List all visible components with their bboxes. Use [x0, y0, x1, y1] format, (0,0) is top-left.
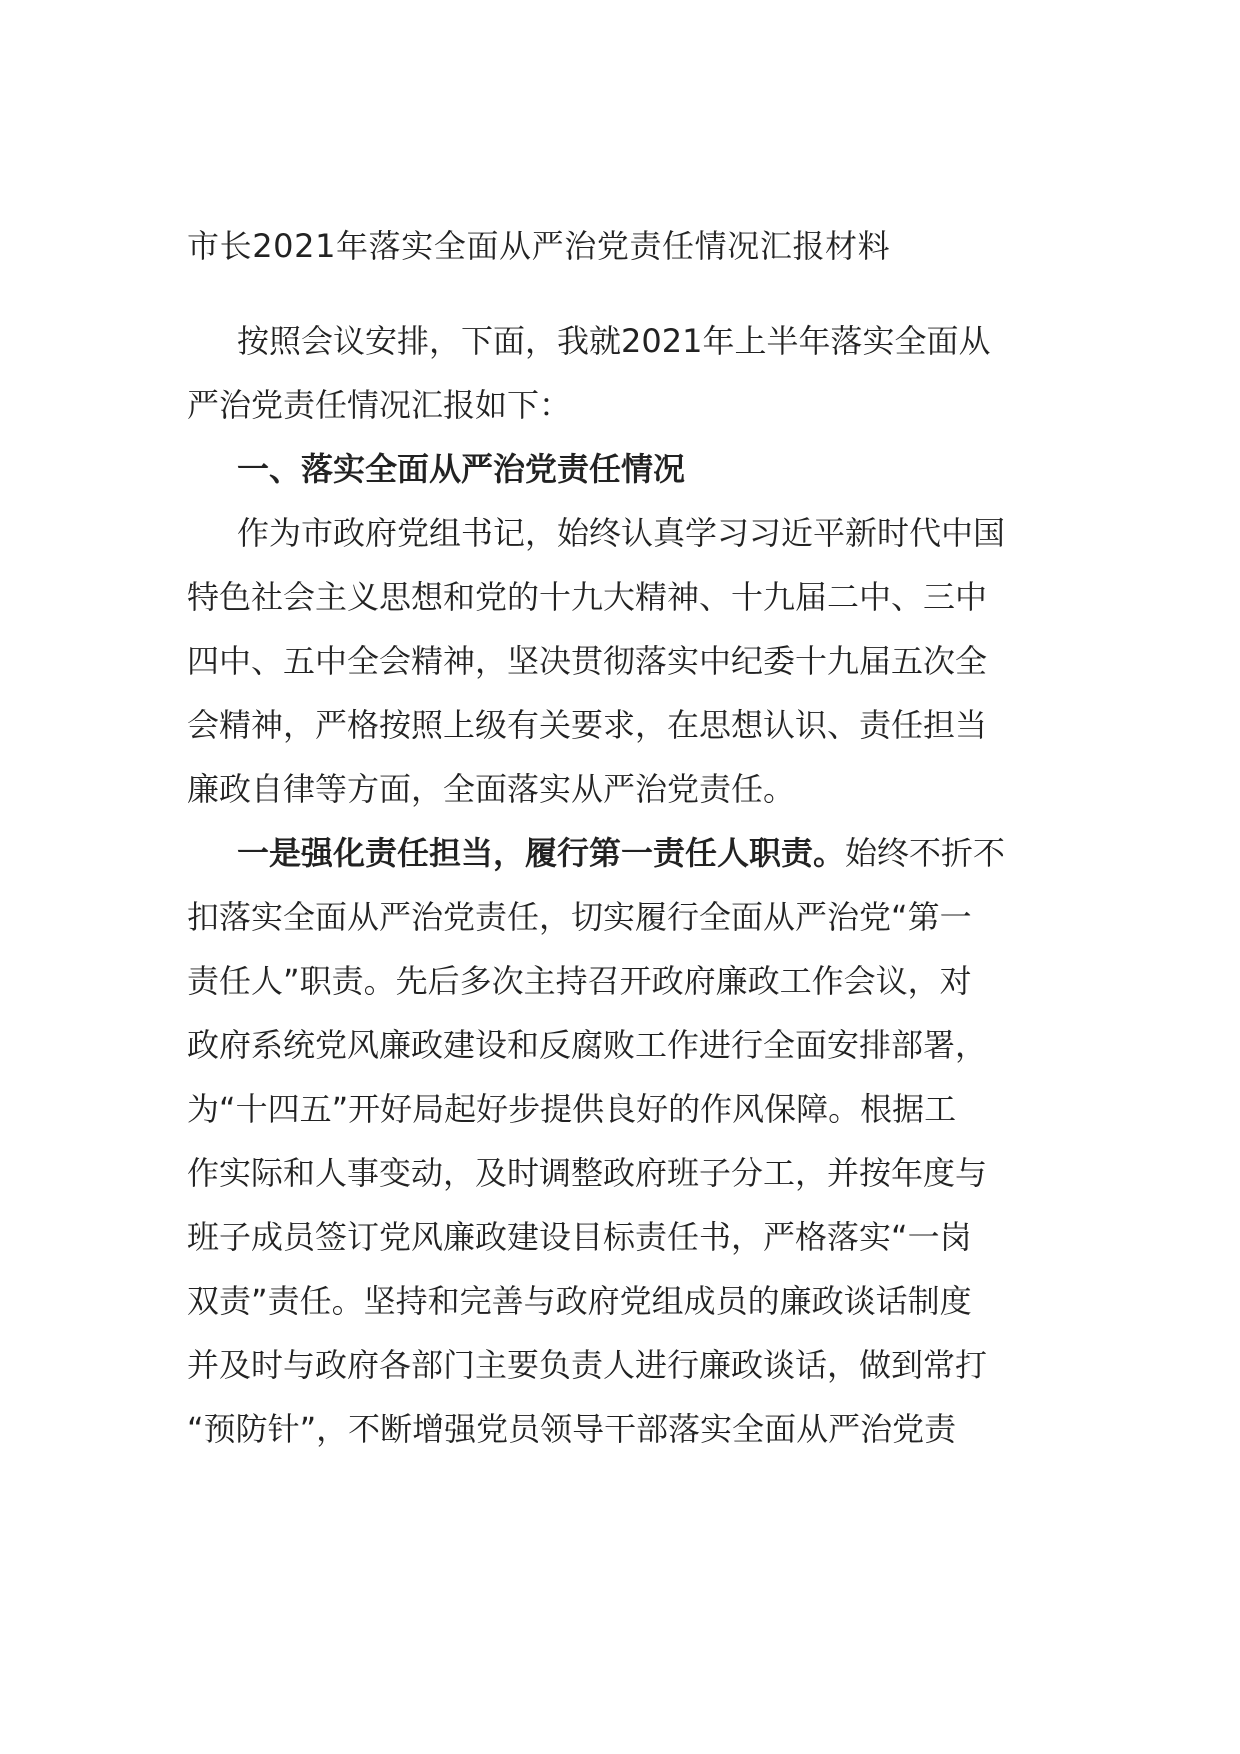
paragraph-body-line: 政府系统党风廉政建设和反腐败工作进行全面安排部署， — [187, 1026, 988, 1064]
paragraph-intro-line-1: 按照会议安排，下面，我就2021年上半年落实全面从 — [237, 322, 991, 360]
paragraph-intro-line-2: 严治党责任情况汇报如下： — [187, 386, 572, 424]
paragraph-body-line: 作实际和人事变动，及时调整政府班子分工，并按年度与 — [187, 1154, 988, 1192]
paragraph-body-line: 特色社会主义思想和党的十九大精神、十九届二中、三中 — [187, 578, 988, 616]
section-heading: 一、落实全面从严治党责任情况 — [237, 450, 686, 488]
paragraph-point-line-1 — [187, 821, 1055, 885]
document-body — [187, 309, 1055, 1461]
paragraph-body-line: 责任人”职责。先后多次主持召开政府廉政工作会议，对 — [187, 962, 972, 1000]
paragraph-body-line: 会精神，严格按照上级有关要求，在思想认识、责任担当 — [187, 706, 988, 744]
paragraph-body-line: 四中、五中全会精神，坚决贯彻落实中纪委十九届五次全 — [187, 642, 988, 680]
paragraph-body-line: 扣落实全面从严治党责任，切实履行全面从严治党“第一 — [187, 898, 972, 936]
paragraph-body-line: “预防针”，不断增强党员领导干部落实全面从严治党责 — [187, 1410, 957, 1448]
paragraph-body-line: 廉政自律等方面，全面落实从严治党责任。 — [187, 770, 796, 808]
document-title: 市长2021年落实全面从严治党责任情况汇报材料 — [187, 227, 891, 265]
paragraph-body-line: 并及时与政府各部门主要负责人进行廉政谈话，做到常打 — [187, 1346, 988, 1384]
paragraph-body-line: 双责”责任。坚持和完善与政府党组成员的廉政谈话制度 — [187, 1282, 972, 1320]
point-heading: 一是强化责任担当，履行第一责任人职责。 — [237, 834, 846, 872]
point-text-start: 始终不折不 — [845, 834, 1006, 872]
paragraph-body-line: 作为市政府党组书记，始终认真学习习近平新时代中国 — [237, 514, 1006, 552]
paragraph-body-line: 为“十四五”开好局起好步提供良好的作风保障。根据工 — [187, 1090, 957, 1128]
paragraph-body-line: 班子成员签订党风廉政建设目标责任书，严格落实“一岗 — [187, 1218, 972, 1256]
